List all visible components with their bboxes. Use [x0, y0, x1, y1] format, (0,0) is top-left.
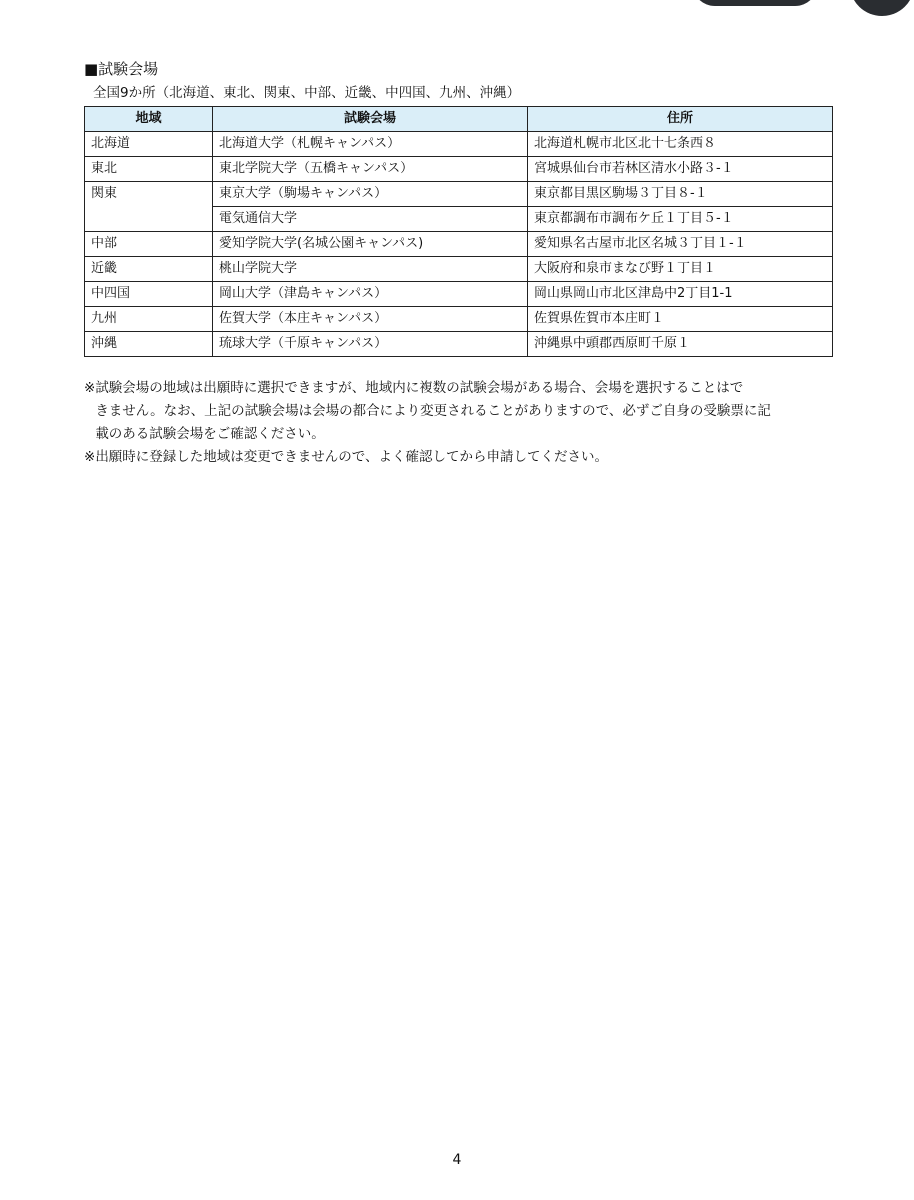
cell-venue: 琉球大学（千原キャンパス） [213, 332, 528, 357]
cell-address: 北海道札幌市北区北十七条西８ [528, 132, 833, 157]
notes [84, 377, 844, 469]
cell-address: 佐賀県佐賀市本庄町１ [528, 307, 833, 332]
table-row [85, 307, 833, 332]
cell-venue: 佐賀大学（本庄キャンパス） [213, 307, 528, 332]
note-mark: ※ [84, 380, 96, 396]
note-venue-selection [84, 377, 844, 446]
cell-region: 北海道 [85, 132, 213, 157]
header-venue: 試験会場 [213, 107, 528, 132]
cell-venue: 電気通信大学 [213, 207, 528, 232]
cell-venue: 東京大学（駒場キャンパス） [213, 182, 528, 207]
cell-address: 東京都調布市調布ケ丘１丁目５-１ [528, 207, 833, 232]
cell-venue: 東北学院大学（五橋キャンパス） [213, 157, 528, 182]
cell-venue: 岡山大学（津島キャンパス） [213, 282, 528, 307]
header-address: 住所 [528, 107, 833, 132]
cell-venue: 愛知学院大学(名城公園キャンパス) [213, 232, 528, 257]
overlay-pill-control[interactable] [692, 0, 818, 6]
cell-address: 沖縄県中頭郡西原町千原１ [528, 332, 833, 357]
cell-region: 沖縄 [85, 332, 213, 357]
note-line: 試験会場の地域は出願時に選択できますが、地域内に複数の試験会場がある場合、会場を選択することはで [95, 380, 744, 396]
cell-venue: 北海道大学（札幌キャンパス） [213, 132, 528, 157]
cell-region: 九州 [85, 307, 213, 332]
table-row [85, 257, 833, 282]
cell-address: 大阪府和泉市まなび野１丁目１ [528, 257, 833, 282]
overlay-circle-button[interactable] [850, 0, 914, 16]
venue-table [84, 106, 833, 357]
table-row [85, 332, 833, 357]
table-row [85, 157, 833, 182]
cell-region: 東北 [85, 157, 213, 182]
table-row [85, 182, 833, 207]
note-line: 載のある試験会場をご確認ください。 [95, 426, 325, 442]
cell-address: 岡山県岡山市北区津島中2丁目1-1 [528, 282, 833, 307]
cell-region: 近畿 [85, 257, 213, 282]
table-row [85, 132, 833, 157]
note-region-change [84, 446, 844, 469]
table-header-row [85, 107, 833, 132]
cell-region: 関東 [85, 182, 213, 207]
note-line: 出願時に登録した地域は変更できませんので、よく確認してから申請してください。 [95, 449, 609, 465]
cell-address: 愛知県名古屋市北区名城３丁目１-１ [528, 232, 833, 257]
cell-region: 中部 [85, 232, 213, 257]
table-row [85, 207, 833, 232]
cell-region: 中四国 [85, 282, 213, 307]
cell-address: 東京都目黒区駒場３丁目８-１ [528, 182, 833, 207]
cell-venue: 桃山学院大学 [213, 257, 528, 282]
page-number: 4 [452, 1152, 462, 1168]
note-line: きません。なお、上記の試験会場は会場の都合により変更されることがありますので、必ずご自身の受験票に記 [95, 403, 771, 419]
table-row [85, 282, 833, 307]
section-title: ■試験会場 [84, 60, 159, 78]
cell-region [85, 207, 213, 232]
cell-address: 宮城県仙台市若林区清水小路３-１ [528, 157, 833, 182]
header-region: 地域 [85, 107, 213, 132]
section-subtitle: 全国9か所（北海道、東北、関東、中部、近畿、中四国、九州、沖縄） [93, 85, 521, 101]
note-mark: ※ [84, 449, 96, 465]
table-row [85, 232, 833, 257]
